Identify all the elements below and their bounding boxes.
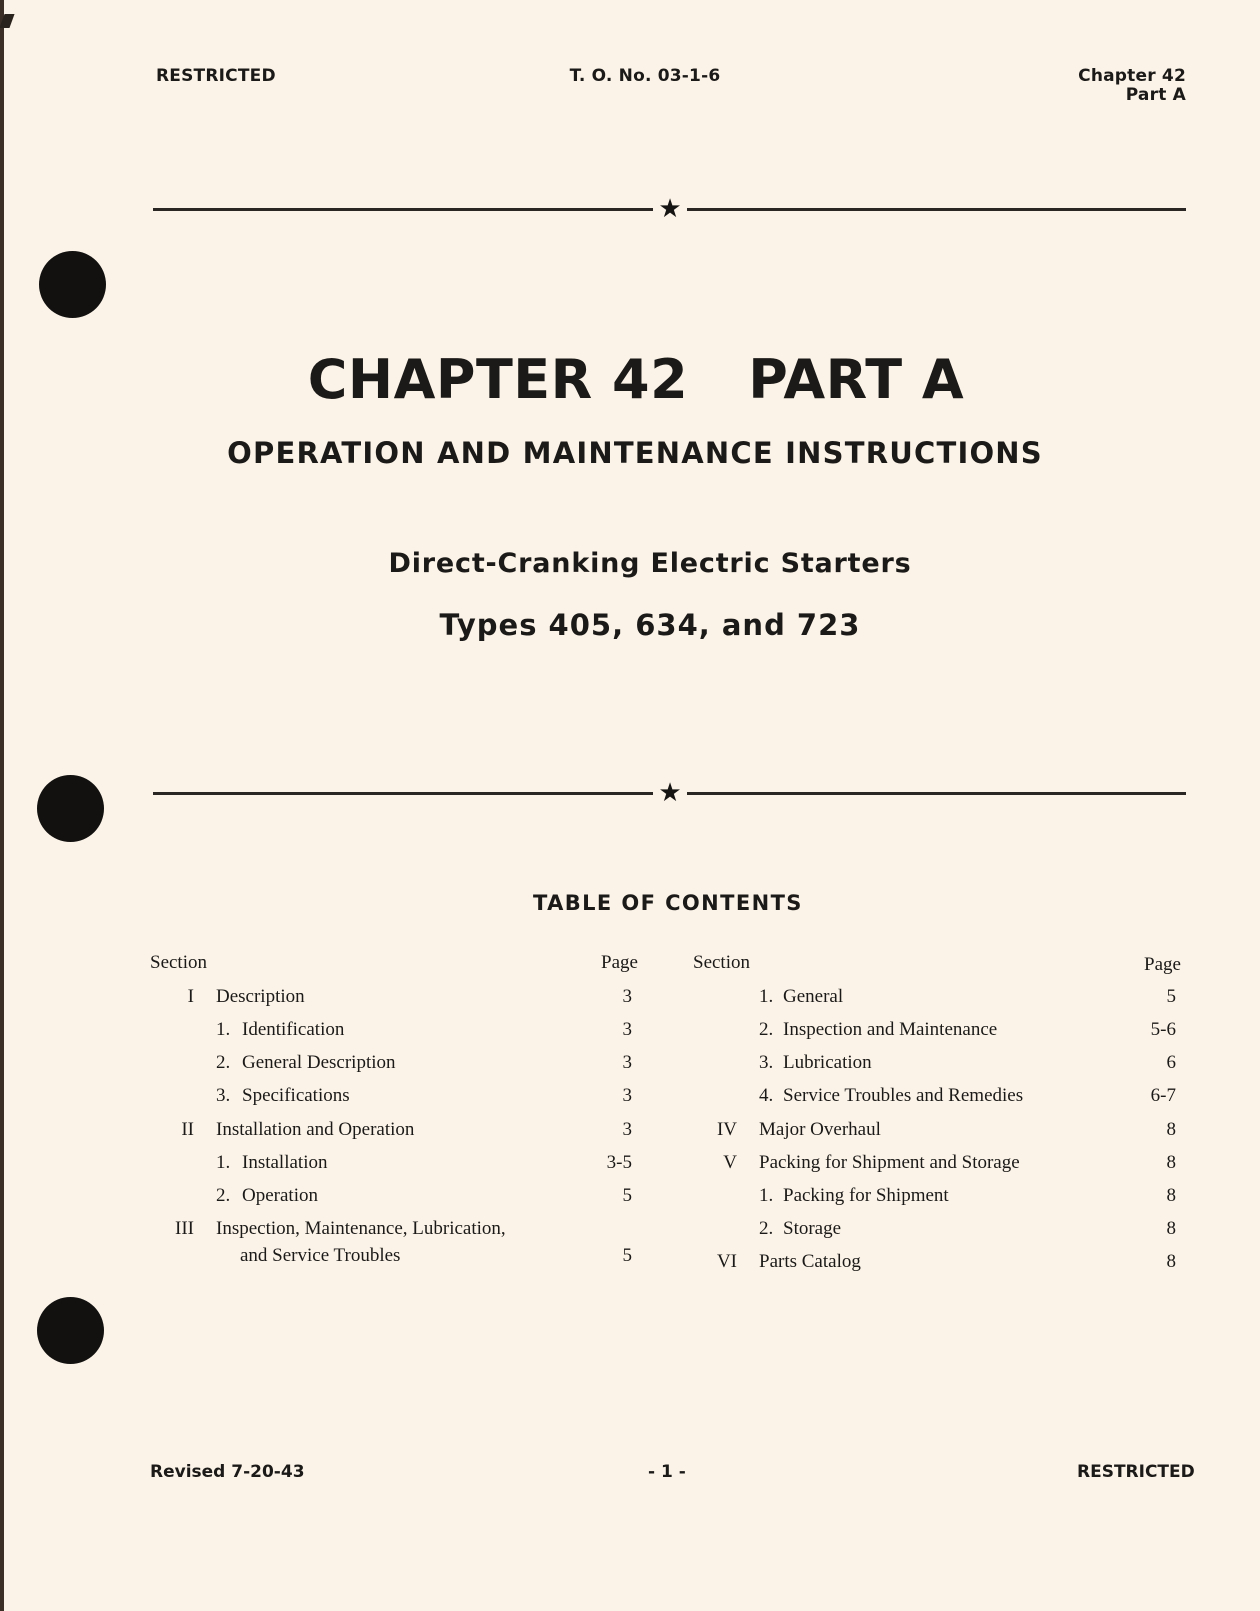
toc-entry-page: 3 xyxy=(622,1052,632,1073)
toc-entry-page: 8 xyxy=(1166,1218,1176,1239)
binder-hole-middle xyxy=(37,775,104,842)
page-number: - 1 - xyxy=(648,1462,686,1482)
toc-entry-page: 3 xyxy=(622,1085,632,1106)
equipment-description: Direct-Cranking Electric Starters xyxy=(388,548,912,579)
toc-entry-page: 3 xyxy=(622,986,632,1007)
document-subtitle: OPERATION AND MAINTENANCE INSTRUCTIONS xyxy=(227,436,1043,470)
star-icon: ★ xyxy=(653,195,687,223)
toc-entry-title: Storage xyxy=(783,1218,842,1239)
toc-entry-number: 1. xyxy=(759,1185,774,1206)
technical-order-number: T. O. No. 03-1-6 xyxy=(569,66,721,86)
classification-header: RESTRICTED xyxy=(156,66,276,86)
toc-entry-title: Specifications xyxy=(242,1085,350,1106)
toc-entry-number: IV xyxy=(716,1119,737,1140)
toc-entry-page: 3 xyxy=(622,1019,632,1040)
revision-date: Revised 7-20-43 xyxy=(150,1462,305,1482)
toc-entry-page: 8 xyxy=(1166,1119,1176,1140)
toc-entry-page: 8 xyxy=(1166,1251,1176,1272)
chapter-label: Chapter 42 xyxy=(1078,66,1186,86)
toc-entry-title: Packing for Shipment and Storage xyxy=(759,1152,1020,1173)
chapter-part-label xyxy=(1078,67,1186,105)
toc-entry-title: Parts Catalog xyxy=(759,1251,861,1272)
toc-entry-page: 3-5 xyxy=(606,1152,632,1173)
toc-entry-title: General Description xyxy=(242,1052,396,1073)
toc-right-section-header: Section xyxy=(693,952,750,973)
binder-hole-bottom xyxy=(37,1297,104,1364)
toc-entry-title: Installation xyxy=(242,1152,328,1173)
toc-entry-title: Major Overhaul xyxy=(759,1119,881,1140)
toc-entry-title: Inspection and Maintenance xyxy=(783,1019,998,1040)
toc-entry-title: Installation and Operation xyxy=(216,1119,415,1140)
toc-entry-number: 2. xyxy=(216,1052,231,1073)
equipment-types: Types 405, 634, and 723 xyxy=(439,608,861,642)
toc-left-section-header: Section xyxy=(150,952,207,973)
toc-entry-number: 1. xyxy=(216,1019,231,1040)
toc-entry-title: Service Troubles and Remedies xyxy=(783,1085,1024,1106)
toc-entry-number: 1. xyxy=(759,986,774,1007)
toc-entry-number: 2. xyxy=(759,1218,774,1239)
toc-entry-number: 3. xyxy=(759,1052,774,1073)
toc-entry-number: 2. xyxy=(759,1019,774,1040)
toc-entry-number: II xyxy=(181,1119,194,1140)
chapter-title xyxy=(0,348,1260,411)
toc-entry-page: 5 xyxy=(622,1245,632,1266)
toc-entry-page: 3 xyxy=(622,1119,632,1140)
toc-entry-title: Description xyxy=(216,986,305,1007)
chapter-number: CHAPTER 42 xyxy=(307,348,689,411)
binder-hole-top xyxy=(39,251,106,318)
toc-entry-number: III xyxy=(175,1218,194,1239)
toc-entry-number: 4. xyxy=(759,1085,774,1106)
toc-entry-number: I xyxy=(187,986,194,1007)
toc-entry-title: Lubrication xyxy=(783,1052,872,1073)
toc-left-page-header: Page xyxy=(601,952,638,973)
toc-entry-number: 3. xyxy=(216,1085,231,1106)
toc-entry-title: Operation xyxy=(242,1185,318,1206)
toc-heading: TABLE OF CONTENTS xyxy=(533,891,803,915)
toc-entry-page: 6 xyxy=(1166,1052,1176,1073)
toc-entry-page: 8 xyxy=(1166,1152,1176,1173)
toc-entry-title-continued: and Service Troubles xyxy=(240,1245,401,1266)
toc-entry-page: 8 xyxy=(1166,1185,1176,1206)
toc-entry-number: VI xyxy=(716,1251,737,1272)
toc-entry-page: 6-7 xyxy=(1150,1085,1176,1106)
toc-entry-title: Packing for Shipment xyxy=(783,1185,949,1206)
toc-entry-page: 5-6 xyxy=(1150,1019,1176,1040)
toc-right-page-header: Page xyxy=(1144,954,1181,975)
toc-entry-number: 1. xyxy=(216,1152,231,1173)
page-edge-shadow xyxy=(0,0,4,1611)
part-number: PART A xyxy=(748,348,965,411)
toc-entry-title: Identification xyxy=(242,1019,345,1040)
toc-entry-title: General xyxy=(783,986,844,1007)
toc-entry-page: 5 xyxy=(1166,986,1176,1007)
classification-footer: RESTRICTED xyxy=(1077,1462,1195,1482)
toc-entry-number: 2. xyxy=(216,1185,231,1206)
star-icon: ★ xyxy=(653,779,687,807)
toc-entry-page: 5 xyxy=(622,1185,632,1206)
toc-entry-title: Inspection, Maintenance, Lubrication, xyxy=(216,1218,506,1239)
toc-entry-number: V xyxy=(723,1152,737,1173)
part-label: Part A xyxy=(1125,85,1186,105)
